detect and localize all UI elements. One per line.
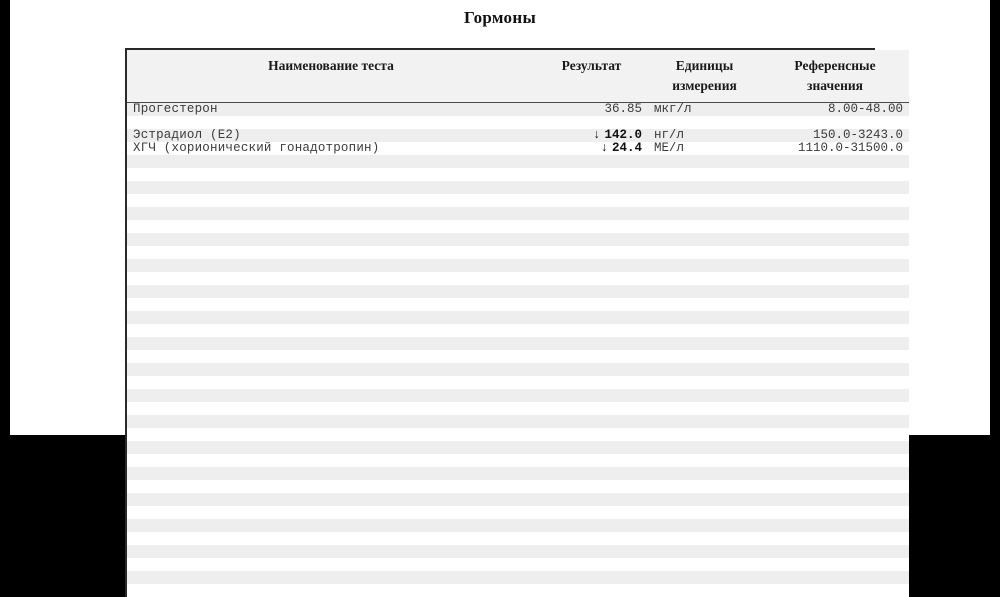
cell-empty <box>535 207 648 220</box>
cell-empty <box>535 220 648 233</box>
cell-empty <box>761 272 909 285</box>
table-row-empty <box>127 207 909 220</box>
cell-empty <box>648 415 761 428</box>
low-value-arrow-icon: ↓ <box>600 142 608 156</box>
table-row-empty <box>127 376 909 389</box>
cell-empty <box>648 168 761 181</box>
table-row-empty <box>127 545 909 558</box>
cell-empty <box>648 545 761 558</box>
cell-empty <box>535 467 648 480</box>
cell-empty <box>535 259 648 272</box>
cell-empty <box>535 545 648 558</box>
cell-empty <box>648 467 761 480</box>
cell-empty <box>535 272 648 285</box>
cell-empty <box>535 415 648 428</box>
table-row-empty <box>127 389 909 402</box>
cell-empty <box>761 506 909 519</box>
cell-empty <box>127 324 535 337</box>
cell-empty <box>535 376 648 389</box>
cell-empty <box>127 584 535 597</box>
cell-empty <box>535 298 648 311</box>
results-table <box>127 50 909 597</box>
cell-reference-range: 8.00-48.00 <box>761 103 909 117</box>
cell-empty <box>535 337 648 350</box>
table-row-empty <box>127 532 909 545</box>
cell-empty <box>648 181 761 194</box>
page-title: Гормоны <box>463 8 537 27</box>
cell-empty <box>761 155 909 168</box>
cell-empty <box>648 233 761 246</box>
results-table-container <box>125 48 903 597</box>
cell-empty <box>535 233 648 246</box>
cell-empty <box>535 402 648 415</box>
cell-empty <box>535 181 648 194</box>
cell-reference-range: 1110.0-31500.0 <box>761 142 909 155</box>
cell-empty <box>761 519 909 532</box>
cell-empty <box>127 519 535 532</box>
cell-empty <box>648 519 761 532</box>
cell-empty <box>535 493 648 506</box>
column-header-units-line2: измерения <box>672 77 737 93</box>
cell-empty <box>761 402 909 415</box>
cell-units: мкг/л <box>648 103 761 117</box>
cell-empty <box>761 259 909 272</box>
cell-empty <box>535 311 648 324</box>
table-row-empty <box>127 506 909 519</box>
cell-empty <box>648 259 761 272</box>
cell-empty <box>535 558 648 571</box>
cell-test-name <box>127 116 535 129</box>
column-header-units <box>648 50 761 103</box>
cell-empty <box>648 207 761 220</box>
cell-empty <box>535 168 648 181</box>
cell-empty <box>761 415 909 428</box>
table-row-empty <box>127 558 909 571</box>
cell-empty <box>127 441 535 454</box>
cell-empty <box>127 155 535 168</box>
cell-empty <box>127 337 535 350</box>
cell-empty <box>761 311 909 324</box>
cell-empty <box>648 402 761 415</box>
left-margin-backdrop <box>0 0 10 435</box>
cell-empty <box>648 584 761 597</box>
table-row-empty <box>127 571 909 584</box>
cell-empty <box>535 155 648 168</box>
cell-empty <box>648 532 761 545</box>
cell-empty <box>127 272 535 285</box>
column-header-units-line1: Единицы <box>675 58 734 73</box>
cell-empty <box>127 493 535 506</box>
table-row-empty <box>127 402 909 415</box>
table-row-empty <box>127 285 909 298</box>
cell-empty <box>761 220 909 233</box>
cell-empty <box>535 389 648 402</box>
table-body <box>127 103 909 597</box>
cell-empty <box>648 480 761 493</box>
cell-empty <box>761 558 909 571</box>
cell-empty <box>648 506 761 519</box>
cell-empty <box>127 207 535 220</box>
table-row <box>127 142 909 155</box>
cell-empty <box>761 584 909 597</box>
cell-empty <box>127 376 535 389</box>
cell-empty <box>761 285 909 298</box>
cell-empty <box>535 532 648 545</box>
result-value <box>634 116 642 129</box>
table-row-empty <box>127 480 909 493</box>
table-row-empty <box>127 272 909 285</box>
table-row-empty <box>127 337 909 350</box>
table-row-empty <box>127 454 909 467</box>
cell-empty <box>127 506 535 519</box>
cell-empty <box>127 415 535 428</box>
table-row-empty <box>127 467 909 480</box>
cell-empty <box>535 441 648 454</box>
cell-empty <box>127 467 535 480</box>
cell-test-name: ХГЧ (хорионический гонадотропин) <box>127 142 535 155</box>
cell-empty <box>648 285 761 298</box>
cell-empty <box>535 324 648 337</box>
cell-empty <box>127 571 535 584</box>
cell-empty <box>648 272 761 285</box>
cell-result <box>535 103 648 117</box>
cell-empty <box>648 311 761 324</box>
cell-empty <box>761 454 909 467</box>
cell-empty <box>648 220 761 233</box>
cell-empty <box>127 168 535 181</box>
cell-empty <box>648 558 761 571</box>
column-header-reference-line2: значения <box>807 77 863 93</box>
cell-empty <box>127 285 535 298</box>
low-value-arrow-icon: ↓ <box>592 129 601 143</box>
cell-empty <box>127 532 535 545</box>
cell-empty <box>127 194 535 207</box>
cell-empty <box>535 350 648 363</box>
cell-empty <box>648 350 761 363</box>
table-row <box>127 116 909 129</box>
table-row-empty <box>127 519 909 532</box>
cell-empty <box>127 545 535 558</box>
table-header-row <box>127 50 909 103</box>
cell-empty <box>761 207 909 220</box>
cell-empty <box>127 454 535 467</box>
table-row-empty <box>127 415 909 428</box>
table-row-empty <box>127 246 909 259</box>
cell-empty <box>648 454 761 467</box>
table-row-empty <box>127 584 909 597</box>
table-row-empty <box>127 155 909 168</box>
table-row-empty <box>127 168 909 181</box>
cell-empty <box>127 233 535 246</box>
cell-empty <box>127 220 535 233</box>
cell-empty <box>127 480 535 493</box>
cell-empty <box>535 571 648 584</box>
cell-empty <box>648 389 761 402</box>
cell-empty <box>535 363 648 376</box>
cell-result <box>535 116 648 129</box>
table-row-empty <box>127 311 909 324</box>
result-value: 142.0 <box>604 129 642 143</box>
cell-empty <box>648 155 761 168</box>
cell-empty <box>127 311 535 324</box>
table-row <box>127 103 909 117</box>
table-row-empty <box>127 259 909 272</box>
cell-empty <box>761 376 909 389</box>
cell-empty <box>761 298 909 311</box>
cell-empty <box>761 194 909 207</box>
cell-empty <box>535 480 648 493</box>
cell-empty <box>761 389 909 402</box>
column-header-reference-line1: Референсные <box>794 58 876 73</box>
cell-empty <box>761 350 909 363</box>
cell-empty <box>648 298 761 311</box>
cell-empty <box>648 246 761 259</box>
cell-empty <box>535 194 648 207</box>
table-row-empty <box>127 324 909 337</box>
cell-empty <box>761 571 909 584</box>
cell-reference-range: 150.0-3243.0 <box>761 129 909 142</box>
cell-units: МЕ/л <box>648 142 761 155</box>
cell-empty <box>648 324 761 337</box>
cell-empty <box>535 506 648 519</box>
cell-empty <box>535 285 648 298</box>
cell-result <box>535 129 648 142</box>
cell-empty <box>761 480 909 493</box>
cell-empty <box>127 298 535 311</box>
cell-empty <box>127 389 535 402</box>
cell-empty <box>535 246 648 259</box>
cell-empty <box>648 194 761 207</box>
cell-empty <box>535 519 648 532</box>
table-row <box>127 129 909 142</box>
cell-empty <box>648 376 761 389</box>
cell-empty <box>648 363 761 376</box>
cell-empty <box>761 545 909 558</box>
cell-units <box>648 116 761 129</box>
result-value: 24.4 <box>611 142 642 156</box>
cell-empty <box>648 337 761 350</box>
cell-empty <box>761 363 909 376</box>
table-row-empty <box>127 181 909 194</box>
cell-empty <box>648 493 761 506</box>
column-header-reference <box>761 50 909 103</box>
cell-test-name: Эстрадиол (Е2) <box>127 129 535 142</box>
cell-empty <box>761 337 909 350</box>
cell-empty <box>535 454 648 467</box>
cell-empty <box>648 441 761 454</box>
cell-empty <box>127 402 535 415</box>
table-row-empty <box>127 493 909 506</box>
document-page <box>10 0 990 435</box>
table-row-empty <box>127 441 909 454</box>
cell-result <box>535 142 648 155</box>
cell-empty <box>127 350 535 363</box>
table-row-empty <box>127 194 909 207</box>
cell-empty <box>761 441 909 454</box>
cell-reference-range <box>761 116 909 129</box>
cell-empty <box>761 168 909 181</box>
cell-empty <box>127 259 535 272</box>
right-margin-backdrop <box>990 0 1000 435</box>
cell-empty <box>127 181 535 194</box>
cell-empty <box>761 233 909 246</box>
table-row-empty <box>127 220 909 233</box>
cell-empty <box>761 493 909 506</box>
table-row-empty <box>127 298 909 311</box>
cell-empty <box>127 246 535 259</box>
cell-empty <box>127 558 535 571</box>
cell-empty <box>127 363 535 376</box>
cell-empty <box>761 246 909 259</box>
table-row-empty <box>127 233 909 246</box>
table-row-empty <box>127 363 909 376</box>
column-header-test-name: Наименование теста <box>127 50 535 103</box>
cell-empty <box>648 571 761 584</box>
cell-empty <box>761 532 909 545</box>
table-header <box>127 50 909 103</box>
result-value: 36.85 <box>604 102 642 117</box>
cell-empty <box>535 584 648 597</box>
cell-units: нг/л <box>648 129 761 142</box>
cell-empty <box>761 181 909 194</box>
table-row-empty <box>127 350 909 363</box>
cell-empty <box>761 467 909 480</box>
cell-test-name: Прогестерон <box>127 103 535 117</box>
cell-empty <box>761 324 909 337</box>
column-header-result: Результат <box>535 50 648 103</box>
